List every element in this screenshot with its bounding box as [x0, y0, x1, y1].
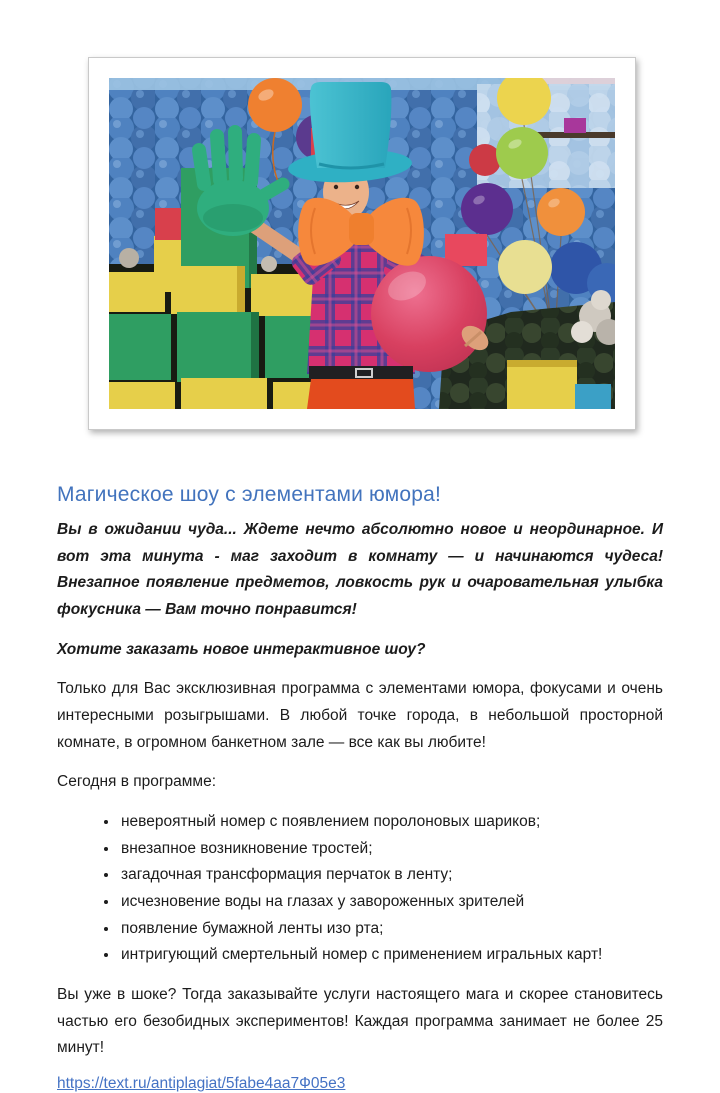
antiplagiat-link[interactable]: https://text.ru/antiplagiat/5fabe4aa7Ф05e3: [57, 1074, 346, 1092]
party-magician-photo: [109, 78, 615, 409]
photo-frame: [88, 57, 636, 430]
program-list: [57, 809, 663, 969]
pink-ball: [371, 256, 487, 372]
page-title: Магическое шоу с элементами юмора!: [57, 483, 442, 506]
offer-paragraph: Только для Вас эксклюзивная программа с элементами юмора, фокусами и очень интересными розыгрышами. В любой точке города, в небольшой просторной комнате, в огромном банкетном зале — все как вы любите!: [57, 680, 663, 751]
program-item: • внезапное возникновение тростей;: [119, 836, 663, 863]
closing-paragraph: Вы уже в шоке? Тогда заказывайте услуги настоящего мага и скорее становитесь частью его безобидных экспериментов! Каждая программа занимает не более 25 минут!: [57, 985, 663, 1057]
program-item: • невероятный номер с появлением поролоновых шариков;: [119, 809, 663, 836]
program-item: • появление бумажной ленты изо рта;: [119, 916, 663, 943]
intro-paragraph: Вы в ожидании чуда... Ждете нечто абсолютно новое и неординарное. И вот эта минута - маг заходит в комнату — и начинаются чудеса! Внезапное появление предметов, ловкость рук и очаровательная улыбка фокусника — Вам точно понравится!: [57, 521, 663, 619]
program-item: • исчезновение воды на глазах у завороженных зрителей: [119, 889, 663, 916]
program-item: • интригующий смертельный номер с применением игральных карт!: [119, 942, 663, 969]
question-paragraph: Хотите заказать новое интерактивное шоу?: [57, 640, 426, 658]
belt-and-pants: [307, 366, 415, 409]
program-item: • загадочная трансформация перчаток в ленту;: [119, 862, 663, 889]
program-label: Сегодня в программе:: [57, 773, 217, 791]
